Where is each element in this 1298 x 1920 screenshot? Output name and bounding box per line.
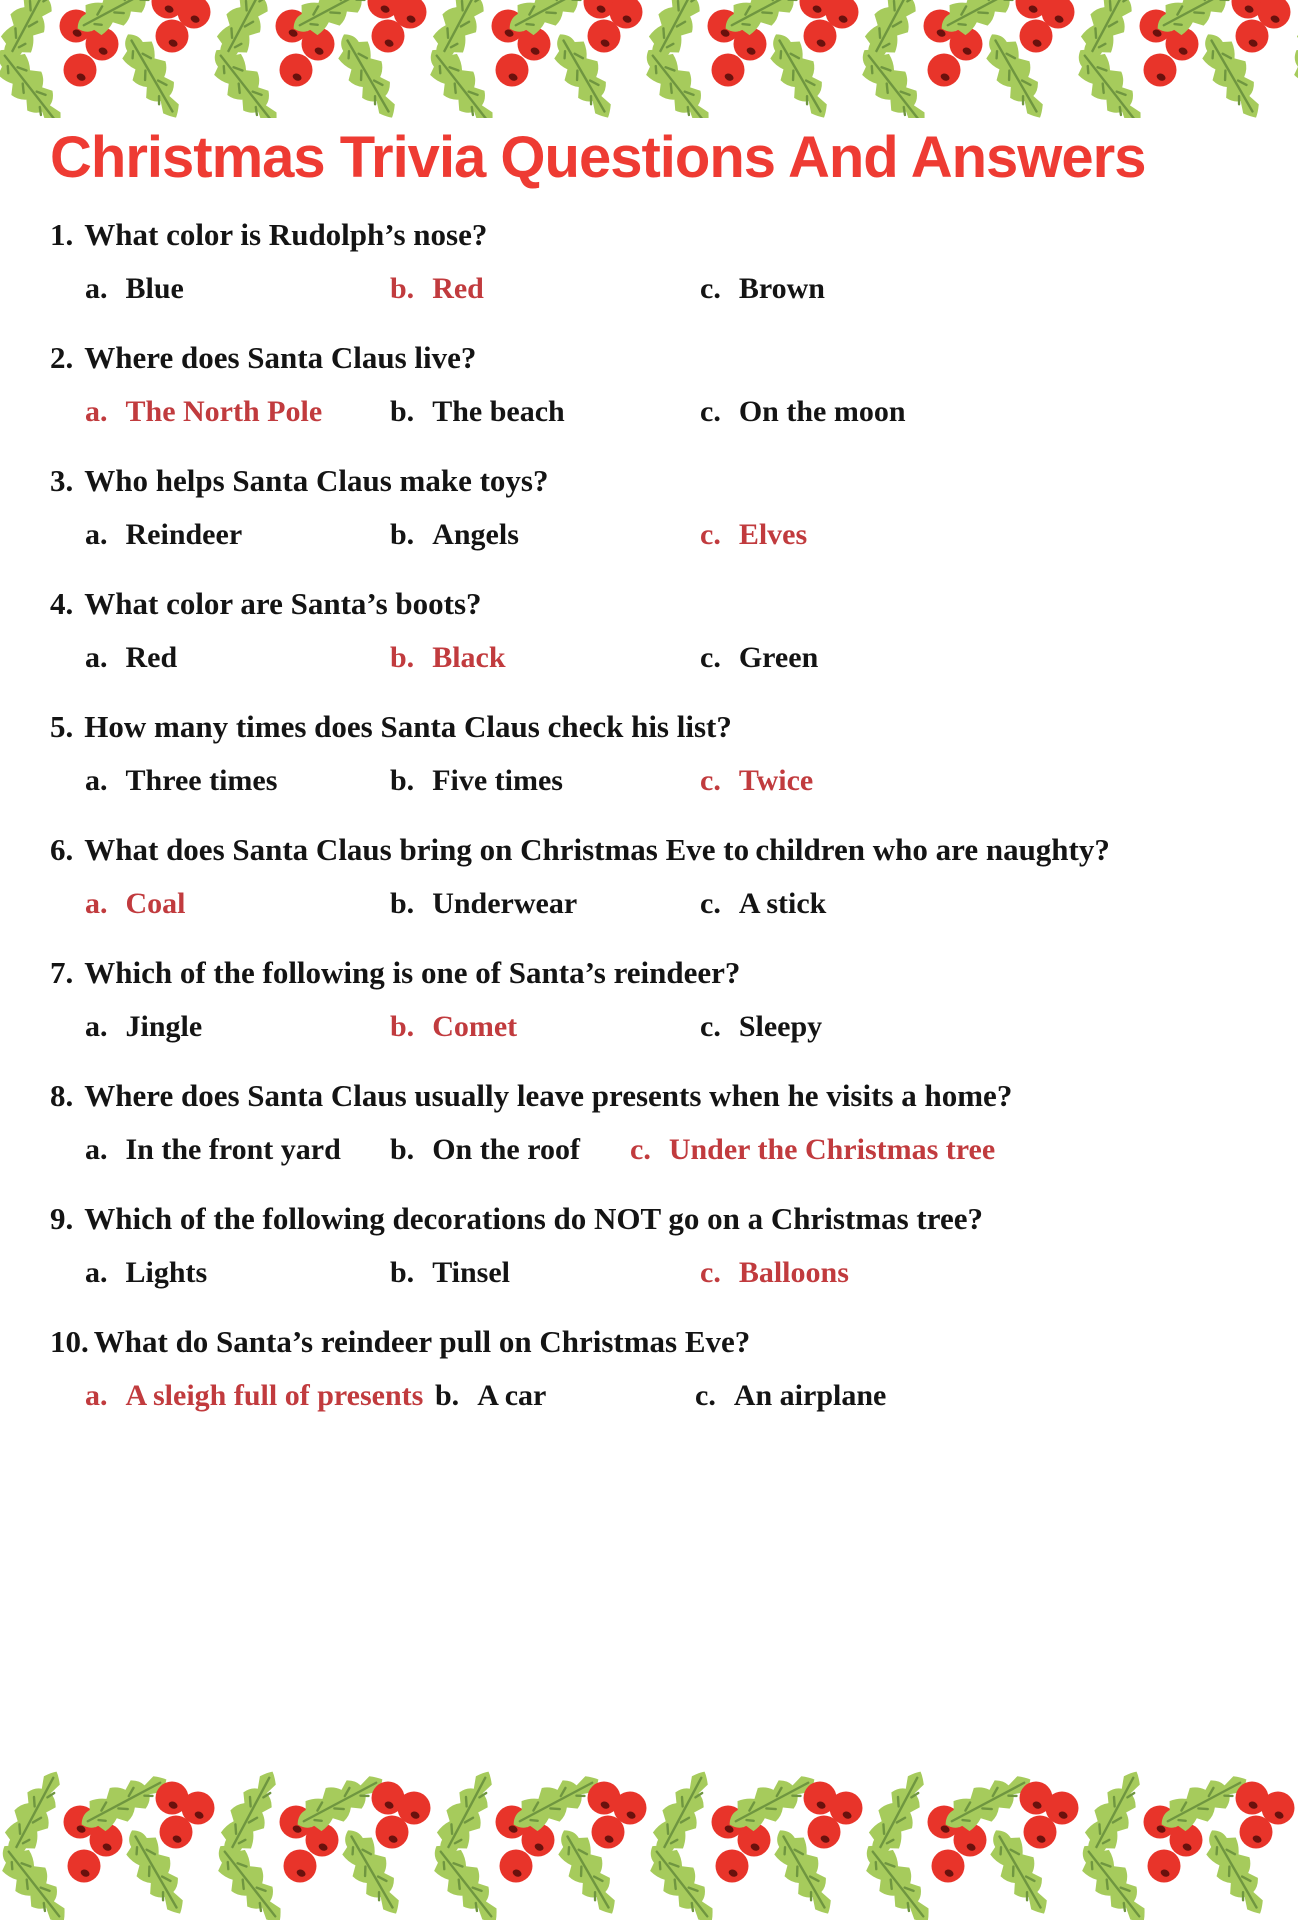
option-b: [390, 392, 565, 432]
question-number: 4.: [50, 586, 74, 621]
options-row: [50, 392, 1250, 432]
option-c: [700, 515, 807, 555]
question-heading: [50, 708, 1250, 746]
option-c-letter: c.: [700, 887, 721, 920]
option-c-text: Brown: [738, 272, 825, 305]
option-b-letter: b.: [435, 1379, 460, 1412]
option-a-text: In the front yard: [125, 1133, 341, 1166]
option-c-text: An airplane: [733, 1379, 887, 1412]
question-text: Where does Santa Claus live?: [84, 340, 477, 375]
option-a-letter: a.: [85, 518, 108, 551]
question-block: [50, 585, 1250, 678]
option-c: [700, 638, 818, 678]
option-c: [630, 1130, 995, 1170]
option-b-letter: b.: [390, 395, 415, 428]
option-a-letter: a.: [85, 1133, 108, 1166]
question-number: 5.: [50, 709, 74, 744]
option-a-text: A sleigh full of presents: [125, 1379, 424, 1412]
option-c: [700, 761, 813, 801]
page-title: Christmas Trivia Questions And Answers: [50, 125, 1146, 190]
option-b-text: Underwear: [432, 887, 578, 920]
option-c-letter: c.: [700, 1256, 721, 1289]
option-a-text: Red: [125, 641, 178, 674]
option-b-letter: b.: [390, 1256, 415, 1289]
option-b-letter: b.: [390, 272, 415, 305]
option-a: [85, 884, 186, 924]
option-a: [85, 1376, 423, 1416]
option-c-letter: c.: [700, 764, 721, 797]
question-text: Which of the following decorations do NOT go on a Christmas tree?: [84, 1201, 983, 1236]
option-b: [390, 884, 577, 924]
question-text: What color are Santa’s boots?: [84, 586, 482, 621]
option-c-letter: c.: [630, 1133, 651, 1166]
question-number: 7.: [50, 955, 74, 990]
option-a: [85, 638, 177, 678]
question-number: 9.: [50, 1201, 74, 1236]
questions-list: [50, 216, 1250, 1416]
option-a-letter: a.: [85, 395, 108, 428]
option-c-text: Under the Christmas tree: [668, 1133, 996, 1166]
question-block: [50, 1200, 1250, 1293]
options-row: [50, 269, 1250, 309]
option-a-letter: a.: [85, 1379, 108, 1412]
options-row: [50, 515, 1250, 555]
question-heading: [50, 1323, 1250, 1361]
question-text: What does Santa Claus bring on Christmas Eve to children who are naughty?: [84, 832, 1110, 867]
option-b: [390, 1253, 510, 1293]
option-b: [390, 638, 506, 678]
option-a-text: Reindeer: [125, 518, 243, 551]
option-a-text: Lights: [125, 1256, 208, 1289]
question-text: Which of the following is one of Santa’s reindeer?: [84, 955, 741, 990]
question-block: [50, 216, 1250, 309]
option-c-letter: c.: [695, 1379, 716, 1412]
option-c-text: Twice: [738, 764, 814, 797]
option-c: [700, 269, 825, 309]
option-c-text: Green: [738, 641, 819, 674]
option-b-text: Red: [432, 272, 484, 305]
question-number: 6.: [50, 832, 74, 867]
question-heading: [50, 339, 1250, 377]
option-b-text: Comet: [432, 1010, 518, 1043]
option-c: [700, 1007, 822, 1047]
question-heading: [50, 1077, 1250, 1115]
question-number: 1.: [50, 217, 74, 252]
holly-border-bottom-icon: [0, 1770, 1298, 1920]
option-c: [700, 1253, 849, 1293]
question-number: 8.: [50, 1078, 74, 1113]
option-a: [85, 269, 184, 309]
option-c-letter: c.: [700, 1010, 721, 1043]
option-b-letter: b.: [390, 518, 415, 551]
question-text: What color is Rudolph’s nose?: [84, 217, 488, 252]
options-row: [50, 638, 1250, 678]
question-number: 10.: [50, 1324, 89, 1359]
option-b: [390, 515, 519, 555]
question-text: How many times does Santa Claus check his list?: [84, 709, 732, 744]
question-text: Where does Santa Claus usually leave presents when he visits a home?: [84, 1078, 1013, 1113]
option-a: [85, 392, 322, 432]
option-b: [390, 269, 484, 309]
option-a-letter: a.: [85, 1256, 108, 1289]
question-block: [50, 1323, 1250, 1416]
option-c-text: A stick: [738, 887, 827, 920]
option-c-letter: c.: [700, 272, 721, 305]
options-row: [50, 884, 1250, 924]
option-c-letter: c.: [700, 395, 721, 428]
option-a: [85, 1130, 341, 1170]
options-row: [50, 1376, 1250, 1416]
option-c-letter: c.: [700, 641, 721, 674]
option-b-letter: b.: [390, 764, 415, 797]
worksheet: [50, 122, 1250, 1446]
option-b-text: Tinsel: [432, 1256, 510, 1289]
question-heading: [50, 1200, 1250, 1238]
question-block: [50, 708, 1250, 801]
option-b-letter: b.: [390, 641, 415, 674]
option-a: [85, 1007, 202, 1047]
option-b-text: A car: [477, 1379, 547, 1412]
question-number: 2.: [50, 340, 74, 375]
question-text: What do Santa’s reindeer pull on Christmas Eve?: [93, 1324, 751, 1359]
option-a: [85, 515, 242, 555]
option-c-text: Elves: [738, 518, 808, 551]
option-a-text: Blue: [125, 272, 184, 305]
question-heading: [50, 954, 1250, 992]
option-c: [700, 884, 826, 924]
question-block: [50, 1077, 1250, 1170]
option-b-text: Black: [432, 641, 506, 674]
option-b-letter: b.: [390, 1010, 415, 1043]
question-heading: [50, 462, 1250, 500]
options-row: [50, 1007, 1250, 1047]
options-row: [50, 761, 1250, 801]
option-a: [85, 1253, 207, 1293]
options-row: [50, 1130, 1250, 1170]
option-a-letter: a.: [85, 1010, 108, 1043]
option-c-text: On the moon: [738, 395, 906, 428]
question-block: [50, 954, 1250, 1047]
question-heading: [50, 585, 1250, 623]
question-heading: [50, 216, 1250, 254]
question-text: Who helps Santa Claus make toys?: [84, 463, 549, 498]
option-b: [435, 1376, 546, 1416]
option-b: [390, 761, 563, 801]
option-a-text: Coal: [125, 887, 186, 920]
question-block: [50, 831, 1250, 924]
question-number: 3.: [50, 463, 74, 498]
option-b-letter: b.: [390, 1133, 415, 1166]
option-a-letter: a.: [85, 764, 108, 797]
option-b-text: The beach: [432, 395, 565, 428]
option-a-text: Jingle: [125, 1010, 203, 1043]
option-b-letter: b.: [390, 887, 415, 920]
option-b: [390, 1130, 580, 1170]
option-c: [695, 1376, 886, 1416]
option-a-text: The North Pole: [125, 395, 323, 428]
option-b-text: Angels: [432, 518, 519, 551]
option-c: [700, 392, 906, 432]
option-b-text: On the roof: [432, 1133, 580, 1166]
option-a-letter: a.: [85, 272, 108, 305]
question-block: [50, 339, 1250, 432]
option-a-letter: a.: [85, 887, 108, 920]
options-row: [50, 1253, 1250, 1293]
option-a-text: Three times: [125, 764, 278, 797]
option-c-text: Sleepy: [738, 1010, 823, 1043]
option-c-text: Balloons: [738, 1256, 849, 1289]
option-a-letter: a.: [85, 641, 108, 674]
question-block: [50, 462, 1250, 555]
option-a: [85, 761, 277, 801]
question-heading: [50, 831, 1250, 869]
holly-border-top-icon: [0, 0, 1298, 118]
option-b-text: Five times: [432, 764, 563, 797]
option-c-letter: c.: [700, 518, 721, 551]
option-b: [390, 1007, 517, 1047]
